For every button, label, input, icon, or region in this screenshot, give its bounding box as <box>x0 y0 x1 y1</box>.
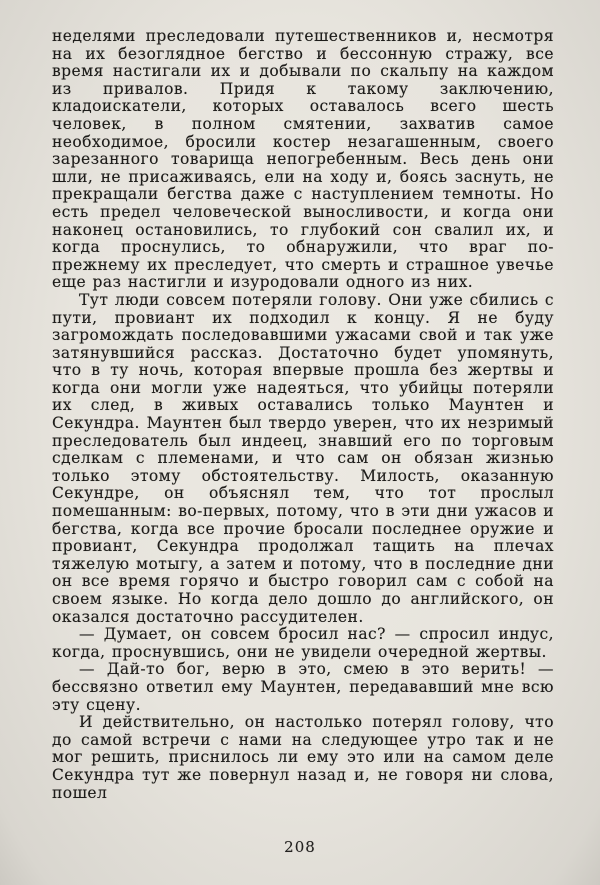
page-number: 208 <box>284 838 316 856</box>
paragraph-continuation: неделями преследовали путешественников и, несмотря на их безоглядное бегство и бессонную стражу, все время настигали их и добывали по скальпу на каждом из привалов. Придя к такому заключению, кладоискатели, которых оставалось всего шесть человек, в полном смятении, захватив самое необходимое, бросили костер незагашенным, своего зарезанного товарища непогребенным. Весь день они шли, не присаживаясь, ели на ходу и, боясь заснуть, не прекращали бегства даже с наступлением темноты. Но есть предел человеческой выносливости, и когда они наконец остановились, то глубокий сон свалил их, и когда проснулись, то обнаружили, что враг по-прежнему их преследует, что смерть и страшное увечье еще раз настигли и изуродовали одного из них. <box>52 27 554 292</box>
paragraph-body: И действительно, он настолько потерял голову, что до самой встречи с нами на следующее утро так и не мог решить, приснилось ли ему это или на самом деле Секундра тут же повернул назад и, не говоря ни слова, пошел <box>52 713 554 802</box>
paragraph-dialogue: — Дай-то бог, верю в это, смею в это верить! — бессвязно ответил ему Маунтен, передававший мне всю эту сцену. <box>52 660 554 714</box>
paragraph-dialogue: — Думает, он совсем бросил нас? — спросил индус, когда, проснувшись, они не увидели очередной жертвы. <box>52 625 554 661</box>
page-text-block <box>52 28 554 802</box>
paragraph-body: Тут люди совсем потеряли голову. Они уже сбились с пути, провиант их подходил к концу. Я не буду загромождать последовавшими ужасами свой и так уже затянувшийся рассказ. Достаточно будет упомянуть, что в ту ночь, которая впервые прошла без жертвы и когда они могли уже надеяться, что убийцы потеряли их след, в живых оставались только Маунтен и Секундра. Маунтен был твердо уверен, что их незримый преследователь был индеец, знавший его по торговым сделкам с племенами, и что сам он обязан жизнью только этому обстоятельству. Милость, оказанную Секундре, он объяснял тем, что тот прослыл помешанным: во-первых, потому, что в эти дни ужасов и бегства, когда все прочие бросали последнее оружие и провиант, Секундра продолжал тащить на плечах тяжелую мотыгу, а затем и потому, что в последние дни он все время горячо и быстро говорил сам с собой на своем языке. Но когда дело дошло до английского, он оказался достаточно рассудителен. <box>52 290 554 626</box>
